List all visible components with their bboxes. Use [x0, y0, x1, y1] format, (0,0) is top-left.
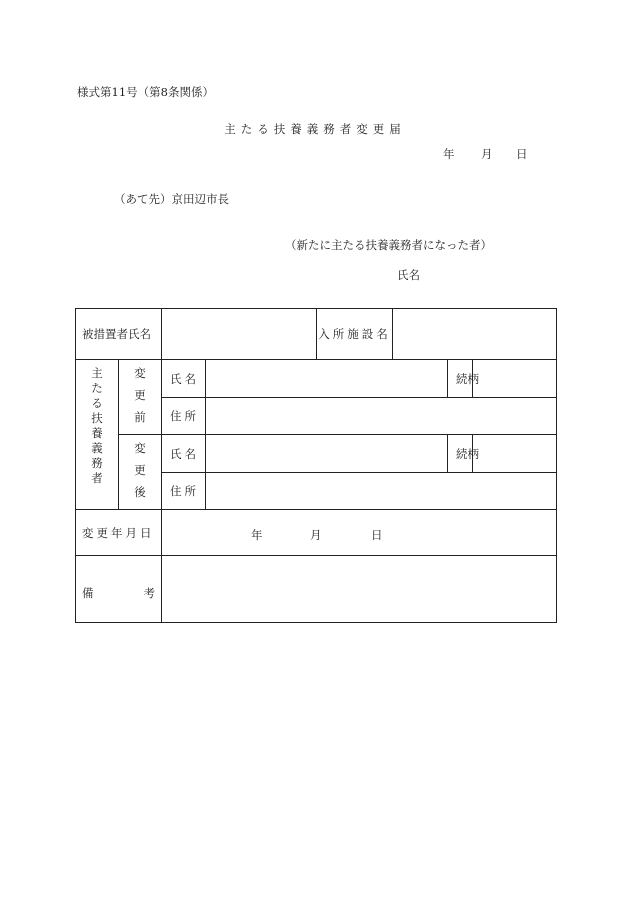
before-change-label-char: 前 — [134, 410, 146, 424]
before-relation-field[interactable] — [473, 360, 557, 398]
document-title: 主たる扶養義務者変更届 — [224, 122, 406, 136]
guardian-label-char: 主 — [91, 366, 103, 380]
after-address-label — [162, 473, 206, 510]
remarks-row — [76, 556, 557, 623]
change-date-row — [76, 510, 557, 556]
guardian-label — [76, 360, 119, 510]
before-address-field[interactable] — [206, 398, 557, 435]
change-date-month-label: 月 — [310, 528, 322, 542]
guardian-label-char: 者 — [91, 471, 103, 485]
person-row — [76, 309, 557, 360]
guardian-label-char: 扶 — [91, 411, 103, 425]
remarks-label-char: 考 — [143, 586, 155, 600]
before-relation-label-char: 続 — [456, 371, 468, 386]
remarks-label-char: 備 — [82, 586, 94, 600]
before-relation-label-char: 柄 — [467, 371, 479, 386]
after-relation-field[interactable] — [473, 435, 557, 473]
change-date-label: 変更年月日 — [76, 510, 162, 556]
before-name-label-char: 氏 — [170, 371, 182, 386]
before-name-label-char: 名 — [184, 371, 196, 386]
after-address-field[interactable] — [206, 473, 557, 510]
guardian-label-char: 義 — [91, 441, 103, 455]
after-change-label-char: 変 — [134, 441, 146, 455]
addressee: （あて先）京田辺市長 — [114, 192, 229, 206]
after-change-label-char: 更 — [134, 463, 146, 477]
before-change-label — [119, 360, 162, 435]
submission-date-year-label: 年 — [443, 147, 455, 161]
after-relation-label-char: 柄 — [467, 446, 479, 461]
after-name-label — [162, 435, 206, 473]
guardian-label-char: る — [91, 396, 103, 410]
applicant-name-label: 氏名 — [397, 268, 420, 282]
applicant-note: （新たに主たる扶養義務者になった者） — [285, 238, 492, 252]
after-relation-label — [448, 435, 479, 473]
before-address-label-char: 所 — [184, 409, 196, 423]
before-name-field[interactable] — [206, 360, 448, 398]
facility-name-label: 入所施設名 — [317, 309, 393, 360]
change-date-year-label: 年 — [251, 528, 263, 542]
submission-date-month-label: 月 — [481, 147, 493, 161]
person-name-label: 被措置者氏名 — [76, 309, 162, 360]
after-name-label-char: 氏 — [170, 446, 182, 461]
after-relation-label-char: 続 — [456, 446, 468, 461]
after-change-label — [119, 435, 162, 510]
before-address-label-char: 住 — [170, 409, 182, 423]
after-address-label-char: 住 — [170, 484, 182, 498]
change-date-field[interactable] — [162, 510, 557, 556]
change-date-day-label: 日 — [371, 528, 383, 542]
after-name-label-char: 名 — [184, 446, 196, 461]
submission-date-day-label: 日 — [516, 147, 528, 161]
before-name-label — [162, 360, 206, 398]
before-change-label-char: 変 — [134, 366, 146, 380]
guardian-label-char: 養 — [91, 426, 103, 440]
remarks-field[interactable] — [162, 556, 557, 623]
remarks-label — [76, 556, 162, 623]
after-change-label-char: 後 — [134, 485, 146, 499]
guardian-label-char: 務 — [91, 456, 103, 470]
person-name-field[interactable] — [162, 309, 317, 360]
after-address-label-char: 所 — [184, 484, 196, 498]
facility-name-field[interactable] — [393, 309, 557, 360]
form-number: 様式第11号（第8条関係） — [77, 85, 214, 99]
after-name-field[interactable] — [206, 435, 448, 473]
before-change-label-char: 更 — [134, 388, 146, 402]
after-name-row — [76, 435, 557, 473]
guardian-change-form-table — [75, 308, 557, 623]
before-name-row — [76, 360, 557, 398]
before-relation-label — [448, 360, 479, 398]
guardian-label-char: た — [91, 381, 103, 395]
before-address-label — [162, 398, 206, 435]
